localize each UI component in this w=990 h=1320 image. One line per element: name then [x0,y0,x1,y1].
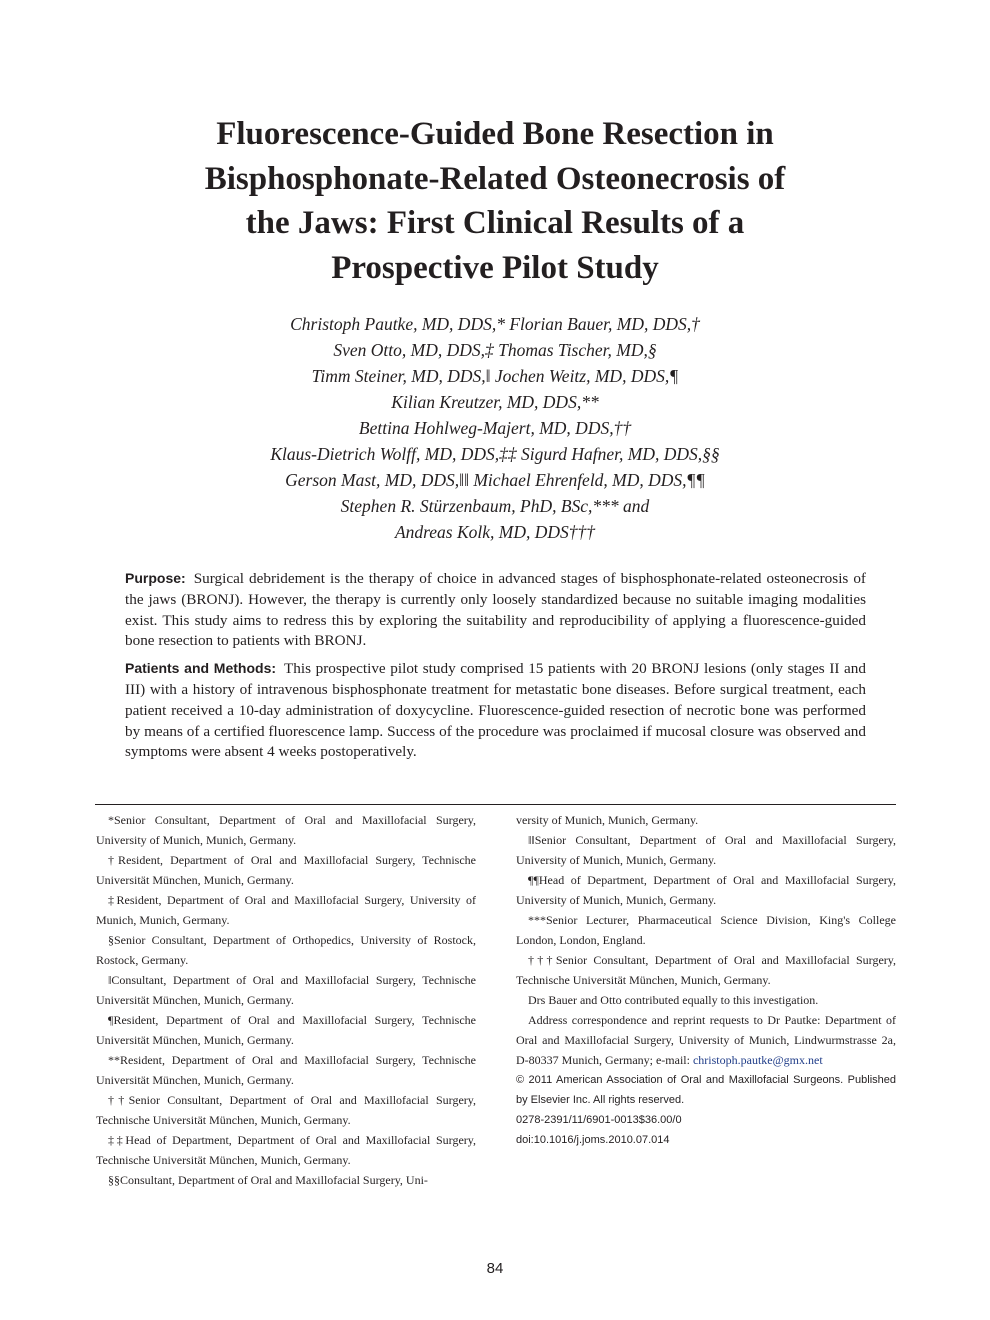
author-line: Sven Otto, MD, DDS,‡ Thomas Tischer, MD,§ [333,340,657,360]
footnote: ‡Resident, Department of Oral and Maxillofacial Surgery, University of Munich, Munich, Germany. [96,893,476,927]
title-line: Bisphosphonate-Related Osteonecrosis of [204,160,786,197]
author-line: Christoph Pautke, MD, DDS,* Florian Bauer, MD, DDS,† [290,314,700,334]
footnotes-left-column [96,810,476,1190]
footnote: ‖Consultant, Department of Oral and Maxillofacial Surgery, Technische Universität München, Munich, Germany. [96,973,476,1007]
footnote-divider [95,804,896,805]
address-text: Address correspondence and reprint requests to Dr Pautke: Department of Oral and Maxillofacial Surgery, University of Munich, Lindwurmstrasse 2a, D-80337 Munich, Germany; e-mail: [516,1013,896,1067]
footnote: **Resident, Department of Oral and Maxillofacial Surgery, Technische Universität München, Munich, Germany. [96,1053,476,1087]
footnotes-right-column [516,810,896,1150]
email-link[interactable]: christoph.pautke@gmx.net [692,1053,823,1067]
footnote: ***Senior Lecturer, Pharmaceutical Science Division, King's College London, London, England. [516,913,896,947]
footnote: ¶¶Head of Department, Department of Oral and Maxillofacial Surgery, University of Munich, Munich, Germany. [516,873,896,907]
abstract-purpose [125,568,866,652]
footnote-continuation: versity of Munich, Munich, Germany. [516,813,699,827]
footnote: Drs Bauer and Otto contributed equally to this investigation. [528,993,819,1007]
author-line: Kilian Kreutzer, MD, DDS,** [391,392,599,412]
footnote: †Resident, Department of Oral and Maxillofacial Surgery, Technische Universität München, Munich, Germany. [96,853,476,887]
footnote: §Senior Consultant, Department of Orthopedics, University of Rostock, Rostock, Germany. [96,933,476,967]
footnote: ‖‖Senior Consultant, Department of Oral and Maxillofacial Surgery, University of Munich, Munich, Germany. [516,833,896,867]
issn-line: 0278-2391/11/6901-0013$36.00/0 [516,1114,682,1126]
footnote: †††Senior Consultant, Department of Oral and Maxillofacial Surgery, Technische Universität München, Munich, Germany. [516,953,896,987]
purpose-text: Surgical debridement is the therapy of choice in advanced stages of bisphosphonate-related osteonecrosis of the jaws (BRONJ). However, the therapy is currently only loosely standardized because no suitable imaging modalities exist. This study aims to redress this by exploring the suitability and reproducibility of applying a fluorescence-guided bone resection to patients with BRONJ. [125,570,866,650]
footnote: *Senior Consultant, Department of Oral and Maxillofacial Surgery, University of Munich, Munich, Germany. [96,813,476,847]
footnote: ¶Resident, Department of Oral and Maxillofacial Surgery, Technische Universität München, Munich, Germany. [96,1013,476,1047]
address-footnote [516,1010,896,1070]
doi-line: doi:10.1016/j.joms.2010.07.014 [516,1134,670,1146]
methods-label: Patients and Methods: [125,660,277,677]
purpose-label: Purpose: [125,570,186,586]
author-line: Bettina Hohlweg-Majert, MD, DDS,†† [358,418,632,438]
footnote: ††Senior Consultant, Department of Oral and Maxillofacial Surgery, Technische Universität München, Munich, Germany. [96,1093,476,1127]
author-line: Gerson Mast, MD, DDS,‖‖ Michael Ehrenfeld, MD, DDS,¶¶ [285,470,705,490]
title-line: the Jaws: First Clinical Results of a [245,205,745,241]
footnote: §§Consultant, Department of Oral and Maxillofacial Surgery, Uni- [108,1173,428,1187]
author-list [130,311,860,545]
title-line: Prospective Pilot Study [331,249,659,286]
author-line: Timm Steiner, MD, DDS,‖ Jochen Weitz, MD, DDS,¶ [311,366,679,386]
abstract [125,568,866,769]
methods-text: This prospective pilot study comprised 15 patients with 20 BRONJ lesions (only stages II and III) with a history of intravenous bisphosphonate treatment for metastatic bone diseases. Before surgical treatment, each patient received a 10-day administration of doxycycline. Fluorescence-guided resection of necrotic bone was performed by means of a certified fluorescence lamp. Success of the procedure was proclaimed if mucosal closure was observed and symptoms were absent 4 weeks postoperatively. [125,660,866,761]
author-line: Stephen R. Stürzenbaum, PhD, BSc,*** and [340,496,650,516]
title-line: Fluorescence-Guided Bone Resection in [216,116,774,152]
footnote: ‡‡Head of Department, Department of Oral and Maxillofacial Surgery, Technische Universität München, Munich, Germany. [96,1133,476,1167]
author-line: Klaus-Dietrich Wolff, MD, DDS,‡‡ Sigurd Hafner, MD, DDS,§§ [270,444,720,464]
page-number: 84 [486,1260,504,1277]
copyright-notice: © 2011 American Association of Oral and Maxillofacial Surgeons. Published by Elsevier Inc. All rights reserved. [516,1074,896,1106]
author-line: Andreas Kolk, MD, DDS††† [394,522,596,542]
abstract-methods [125,658,866,763]
article-title [100,112,890,290]
